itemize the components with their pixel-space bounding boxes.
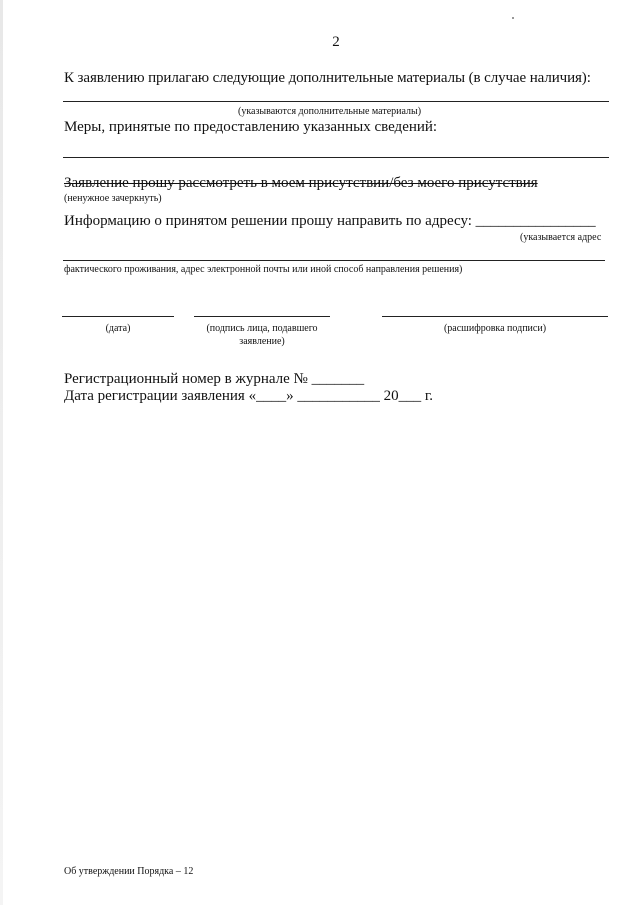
address-line: Информацию о принятом решении прошу направить по адресу: ________________ — [64, 213, 596, 229]
scan-speck — [512, 17, 514, 19]
page-number: 2 — [332, 34, 340, 50]
measures-line: Меры, принятые по предоставлению указанных сведений: — [64, 119, 438, 135]
address-hint-right: (указывается адрес — [520, 232, 602, 243]
materials-hint: (указываются дополнительные материалы) — [238, 106, 422, 117]
presence-hint: (ненужное зачеркнуть) — [64, 193, 162, 204]
measures-rule — [63, 157, 609, 158]
presence-line: Заявление прошу рассмотреть в моем присутствии/без моего присутствия — [64, 175, 538, 191]
signature-rule — [194, 316, 330, 317]
materials-rule — [63, 101, 609, 102]
signer-label-line1: (подпись лица, подавшего — [206, 323, 318, 334]
decryption-label: (расшифровка подписи) — [443, 323, 547, 334]
date-label: (дата) — [105, 323, 131, 334]
registration-date-line: Дата регистрации заявления «____» ___________ 20___ г. — [64, 388, 434, 404]
footer-note: Об утверждении Порядка – 12 — [64, 866, 194, 877]
address-rule — [63, 260, 605, 261]
decryption-rule — [382, 316, 608, 317]
date-rule — [62, 316, 174, 317]
scan-edge — [0, 0, 3, 905]
materials-line: К заявлению прилагаю следующие дополнительные материалы (в случае наличия): — [64, 70, 591, 86]
address-hint-continued: фактического проживания, адрес электронной почты или иной способ направления решения) — [64, 264, 463, 275]
journal-number-line: Регистрационный номер в журнале № _______ — [64, 371, 365, 387]
signer-label-line2: заявление) — [239, 336, 285, 347]
